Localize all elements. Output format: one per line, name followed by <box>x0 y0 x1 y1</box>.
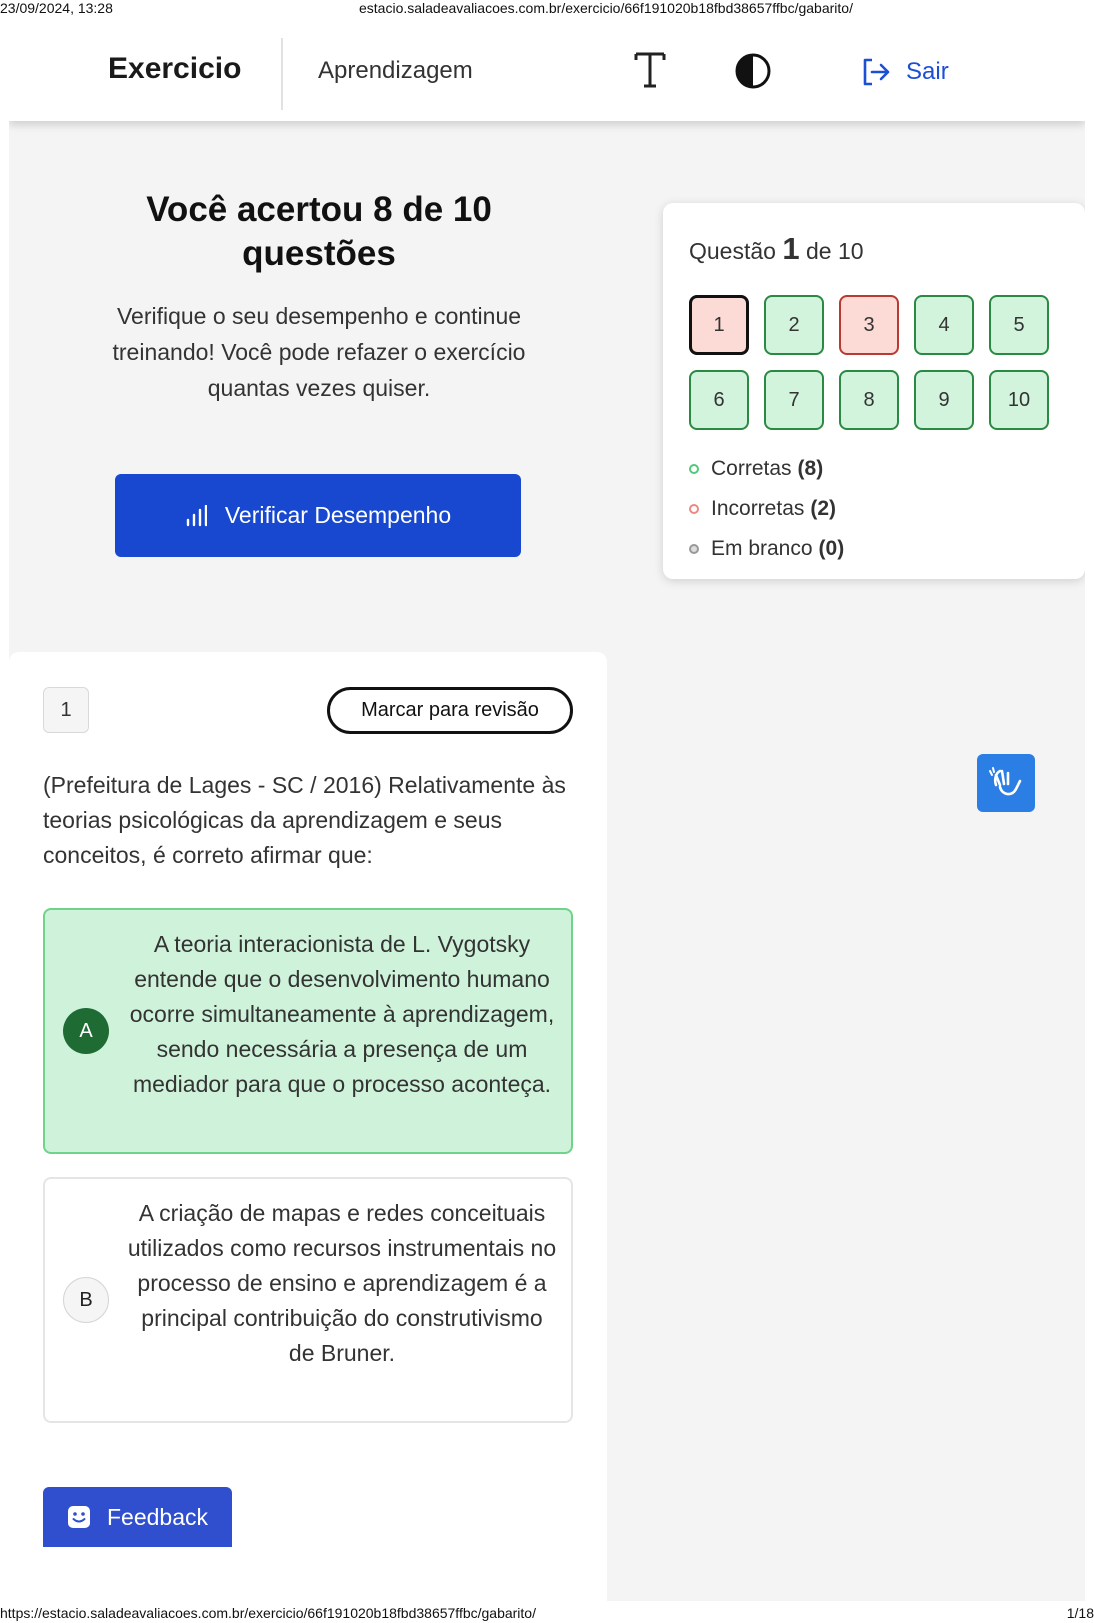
legend-blank-count: (0) <box>818 537 845 560</box>
legend-correct-label: Corretas <box>711 457 792 480</box>
legend-blank <box>689 529 844 569</box>
verify-performance-button[interactable] <box>115 474 521 557</box>
question-button-1[interactable]: 1 <box>689 295 749 355</box>
question-grid <box>689 295 1065 435</box>
correct-dot-icon <box>689 464 699 474</box>
question-button-9[interactable]: 9 <box>914 370 974 430</box>
question-statement: (Prefeitura de Lages - SC / 2016) Relativamente às teorias psicológicas da aprendizagem e seus conceitos, é correto afirmar que: <box>43 772 566 868</box>
text-size-icon[interactable] <box>633 50 667 90</box>
option-letter-a: A <box>63 1008 109 1054</box>
print-page-number: 1/18 <box>1066 1605 1094 1621</box>
question-button-5[interactable]: 5 <box>989 295 1049 355</box>
contrast-icon[interactable] <box>734 52 772 90</box>
top-bar <box>9 28 1085 121</box>
status-legend <box>689 449 844 569</box>
result-summary <box>9 188 629 406</box>
option-text-a: A teoria interacionista de L. Vygotsky entende que o desenvolvimento humano ocorre simultaneamente à aprendizagem, sendo necessária a presença de um mediador para que o processo aconteça. <box>129 931 555 1097</box>
verify-performance-label: Verificar Desempenho <box>224 502 452 528</box>
section-title: Aprendizagem <box>318 57 473 84</box>
legend-blank-label: Em branco <box>711 537 813 560</box>
feedback-label: Feedback <box>106 1503 208 1530</box>
legend-wrong <box>689 489 844 529</box>
question-button-10[interactable]: 10 <box>989 370 1049 430</box>
legend-wrong-label: Incorretas <box>711 497 805 520</box>
question-button-7[interactable]: 7 <box>764 370 824 430</box>
brand-title: Exercicio <box>108 52 242 85</box>
wrong-dot-icon <box>689 504 699 514</box>
print-url: estacio.saladeavaliacoes.com.br/exercicio/66f191020b18fbd38657ffbc/gabarito/ <box>359 0 853 16</box>
answer-option-b[interactable] <box>43 1177 573 1423</box>
answer-option-a[interactable] <box>43 908 573 1154</box>
counter-current: 1 <box>782 231 800 266</box>
option-text-b: A criação de mapas e redes conceituais utilizados como recursos instrumentais no processo de ensino e aprendizagem é a principal contribuição do construtivismo de Bruner. <box>127 1200 557 1366</box>
mark-for-review-button[interactable]: Marcar para revisão <box>327 687 573 734</box>
sign-language-button[interactable] <box>977 754 1035 812</box>
header-divider <box>281 38 283 110</box>
question-number-badge: 1 <box>43 687 89 733</box>
question-counter <box>689 231 864 267</box>
question-card <box>9 652 607 1601</box>
question-button-4[interactable]: 4 <box>914 295 974 355</box>
legend-correct <box>689 449 844 489</box>
question-button-2[interactable]: 2 <box>764 295 824 355</box>
chart-bars-icon <box>185 505 207 527</box>
logout-button[interactable] <box>860 52 949 92</box>
print-datetime: 23/09/2024, 13:28 <box>0 0 113 16</box>
logout-icon <box>860 56 892 88</box>
smile-icon <box>67 1505 91 1529</box>
counter-prefix: Questão <box>689 238 776 264</box>
result-title: Você acertou 8 de 10 questões <box>146 190 492 273</box>
legend-correct-count: (8) <box>797 457 824 480</box>
question-button-6[interactable]: 6 <box>689 370 749 430</box>
question-button-8[interactable]: 8 <box>839 370 899 430</box>
blank-dot-icon <box>689 544 699 554</box>
question-button-3[interactable]: 3 <box>839 295 899 355</box>
print-header <box>0 0 1094 18</box>
legend-wrong-count: (2) <box>810 497 837 520</box>
question-navigator <box>663 203 1085 579</box>
counter-suffix: de 10 <box>805 238 864 264</box>
option-letter-b: B <box>63 1277 109 1323</box>
print-footer-url: https://estacio.saladeavaliacoes.com.br/exercicio/66f191020b18fbd38657ffbc/gabarito/ <box>0 1605 536 1621</box>
feedback-button[interactable] <box>43 1487 232 1547</box>
result-text: Verifique o seu desempenho e continue treinando! Você pode refazer o exercício quantas vezes quiser. <box>112 303 526 401</box>
print-footer <box>0 1601 1094 1623</box>
logout-label: Sair <box>906 58 949 85</box>
app-container <box>9 28 1085 1601</box>
sign-language-icon <box>988 765 1024 801</box>
